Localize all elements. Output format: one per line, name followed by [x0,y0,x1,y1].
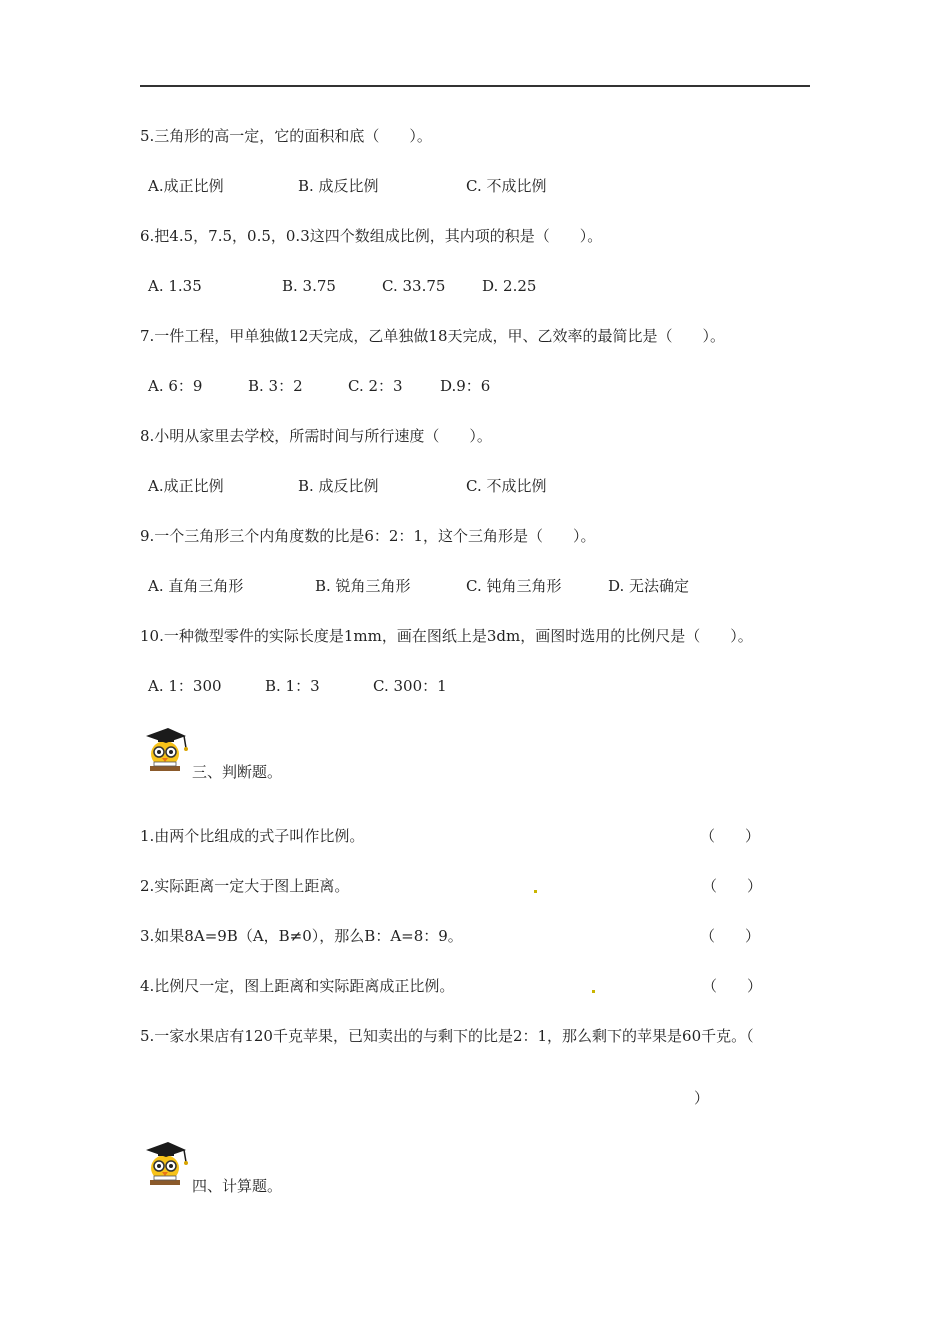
option: D. 2.25 [482,277,537,295]
option: B. 3：2 [248,377,303,395]
option: D.9：6 [440,377,491,395]
option: A.成正比例 [148,177,224,195]
option: A. 1：300 [148,677,222,695]
tf-question-5: 5.一家水果店有120千克苹果，已知卖出的与剩下的比是2：1，那么剩下的苹果是60千克。（ [140,1027,754,1045]
question-7: 7.一件工程，甲单独做12天完成，乙单独做18天完成，甲、乙效率的最简比是（ ）。 [140,327,725,345]
option: C. 钝角三角形 [466,577,562,595]
answer-blank: （ ） [702,977,763,995]
tf-question-4: 4.比例尺一定，图上距离和实际距离成正比例。 [140,977,455,995]
option: A. 6：9 [148,377,203,395]
option: C. 不成比例 [466,477,547,495]
professor-chick-icon [140,1138,190,1188]
tf-question-2: 2.实际距离一定大于图上距离。 [140,877,350,895]
option: C. 33.75 [382,277,446,295]
stray-mark [534,890,537,893]
question-9: 9.一个三角形三个内角度数的比是6：2：1，这个三角形是（ ）。 [140,527,596,545]
option: C. 300：1 [373,677,447,695]
answer-blank-close: ） [694,1089,710,1107]
option: B. 成反比例 [298,177,379,195]
option: B. 3.75 [282,277,336,295]
question-10: 10.一种微型零件的实际长度是1mm，画在图纸上是3dm，画图时选用的比例尺是（ ）。 [140,627,753,645]
professor-chick-icon [140,724,190,774]
option: B. 1：3 [265,677,320,695]
answer-blank: （ ） [700,927,761,945]
answer-blank: （ ） [702,877,763,895]
question-6: 6.把4.5，7.5，0.5，0.3这四个数组成比例，其内项的积是（ ）。 [140,227,603,245]
option: D. 无法确定 [608,577,690,595]
option: B. 锐角三角形 [315,577,411,595]
section-3-title: 三、判断题。 [192,763,283,781]
section-4-title: 四、计算题。 [192,1177,283,1195]
option: A.成正比例 [148,477,224,495]
option: C. 不成比例 [466,177,547,195]
option: A. 直角三角形 [148,577,244,595]
header-rule [140,85,810,87]
question-8: 8.小明从家里去学校，所需时间与所行速度（ ）。 [140,427,492,445]
option: A. 1.35 [148,277,202,295]
option: B. 成反比例 [298,477,379,495]
tf-question-3: 3.如果8A=9B（A，B≠0），那么B：A=8：9。 [140,927,463,945]
answer-blank: （ ） [700,827,761,845]
question-5: 5.三角形的高一定，它的面积和底（ ）。 [140,127,432,145]
tf-question-1: 1.由两个比组成的式子叫作比例。 [140,827,365,845]
stray-mark [592,990,595,993]
option: C. 2：3 [348,377,403,395]
